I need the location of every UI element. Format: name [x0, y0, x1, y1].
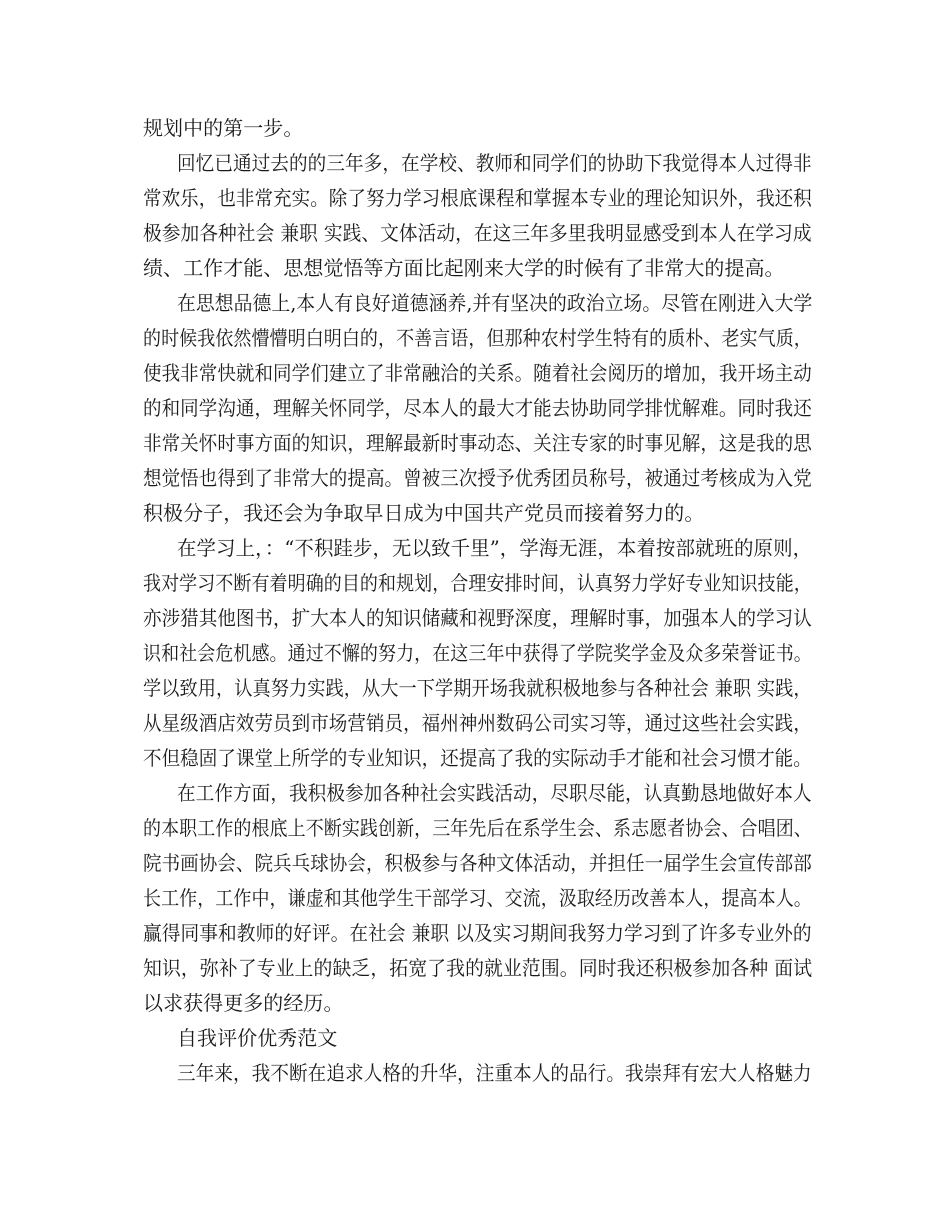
paragraph-first-line: 在学习上，：“不积跬步，无以致千里”，学海无涯，本着按部就班的原则， — [177, 536, 813, 560]
text-line: 非常关怀时事方面的知识，理解最新时事动态、关注专家的时事见解，这是我的思 — [143, 431, 812, 455]
text-line: 识和社会危机感。通过不懈的努力，在这三年中获得了学院奖学金及众多荣誉证书。 — [143, 641, 812, 665]
text-line: 赢得同事和教师的好评。在社会 兼职 以及实习期间我努力学习到了许多专业外的 — [143, 921, 812, 945]
text-line: 的和同学沟通，理解关怀同学，尽本人的最大才能去协助同学排忧解难。同时我还 — [143, 396, 812, 420]
text-line: 院书画协会、院兵乓球协会，积极参与各种文体活动，并担任一届学生会宣传部部 — [143, 851, 812, 875]
text-line: 知识，弥补了专业上的缺乏，拓宽了我的就业范围。同时我还积极参加各种 面试 — [143, 956, 813, 980]
text-line: 亦涉猎其他图书，扩大本人的知识储藏和视野深度，理解时事，加强本人的学习认 — [143, 606, 812, 630]
text-line: 积极分子，我还会为争取早日成为中国共产党员而接着努力的。 — [143, 501, 705, 525]
text-line: 长工作，工作中，谦虚和其他学生干部学习、交流，汲取经历改善本人，提高本人。 — [143, 886, 812, 910]
paragraph-first-line: 在思想品德上,本人有良好道德涵养,并有坚决的政治立场。尽管在刚进入大学 — [177, 291, 813, 315]
text-line: 绩、工作才能、思想觉悟等方面比起刚来大学的时候有了非常大的提高。 — [143, 256, 785, 280]
text-line: 极参加各种社会 兼职 实践、文体活动，在这三年多里我明显感受到本人在学习成 — [143, 221, 812, 245]
paragraph-first-line: 三年来，我不断在追求人格的升华，注重本人的品行。我崇拜有宏大人格魅力 — [177, 1061, 812, 1085]
text-line: 学以致用，认真努力实践，从大一下学期开场我就积极地参与各种社会 兼职 实践， — [143, 676, 812, 700]
text-line: 我对学习不断有着明确的目的和规划，合理安排时间，认真努力学好专业知识技能， — [143, 571, 812, 595]
text-line: 的本职工作的根底上不断实践创新，三年先后在系学生会、系志愿者协会、合唱团、 — [143, 816, 812, 840]
text-line: 的时候我依然懵懵明白明白的，不善言语，但那种农村学生特有的质朴、老实气质， — [143, 326, 812, 350]
paragraph-first-line: 回忆已通过去的的三年多，在学校、教师和同学们的协助下我觉得本人过得非 — [177, 151, 812, 175]
text-line: 使我非常快就和同学们建立了非常融洽的关系。随着社会阅历的增加，我开场主动 — [143, 361, 812, 385]
paragraph-first-line: 在工作方面，我积极参加各种社会实践活动，尽职尽能，认真勤恳地做好本人 — [177, 781, 812, 805]
text-line: 不但稳固了课堂上所学的专业知识，还提高了我的实际动手才能和社会习惯才能。 — [143, 746, 812, 770]
text-line: 想觉悟也得到了非常大的提高。曾被三次授予优秀团员称号，被通过考核成为入党 — [143, 466, 812, 490]
text-line: 常欢乐，也非常充实。除了努力学习根底课程和掌握本专业的理论知识外，我还积 — [143, 186, 812, 210]
text-line: 规划中的第一步。 — [143, 116, 304, 140]
section-heading: 自我评价优秀范文 — [177, 1026, 338, 1050]
text-line: 以求获得更多的经历。 — [143, 991, 344, 1015]
text-line: 从星级酒店效劳员到市场营销员，福州神州数码公司实习等，通过这些社会实践， — [143, 711, 812, 735]
